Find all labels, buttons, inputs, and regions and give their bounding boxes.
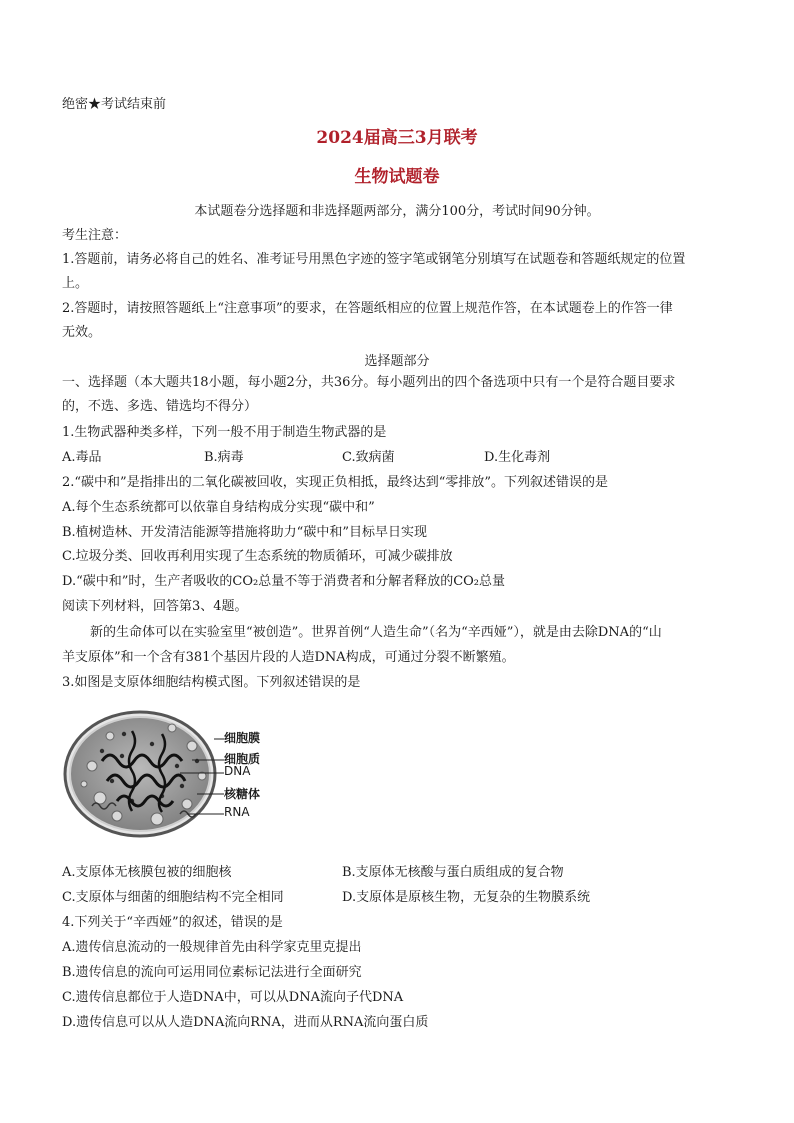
q1-stem: 1.生物武器种类多样，下列一般不用于制造生物武器的是 (62, 425, 387, 440)
notes-heading: 考生注意： (62, 228, 128, 243)
q4-option-b: B.遗传信息的流向可运用同位素标记法进行全面研究 (62, 965, 362, 980)
label-cell-membrane: 细胞膜 (224, 731, 261, 745)
label-cytoplasm: 细胞质 (224, 752, 261, 766)
q4-option-a: A.遗传信息流动的一般规律首先由科学家克里克提出 (62, 940, 362, 955)
label-ribosome: 核糖体 (224, 787, 261, 801)
exam-subtitle: 生物试题卷 (354, 167, 440, 187)
label-rna: RNA (224, 805, 250, 819)
q3-option-a: A.支原体无核膜包被的细胞核 (62, 865, 232, 880)
section-heading: 选择题部分 (364, 354, 430, 369)
section-instruction-b: 的，不选、多选、错选均不得分） (62, 399, 258, 414)
q1-option-d: D.生化毒剂 (484, 450, 551, 465)
q3-option-b: B.支原体无核酸与蛋白质组成的复合物 (342, 865, 564, 880)
q4-option-d: D.遗传信息可以从人造DNA流向RNA，进而从RNA流向蛋白质 (62, 1015, 429, 1030)
material-paragraph-b: 羊支原体”和一个含有381个基因片段的人造DNA构成，可通过分裂不断繁殖。 (62, 650, 515, 665)
note-1-line-a: 1.答题前，请务必将自己的姓名、准考证号用黑色字迹的签字笔或钢笔分别填写在试题卷和答题纸规定的位置 (62, 252, 686, 267)
q1-option-b: B.病毒 (204, 450, 244, 465)
section-instruction-a: 一、选择题（本大题共18小题，每小题2分，共36分。每小题列出的四个备选项中只有一个是符合题目要求 (62, 375, 676, 390)
exam-title: 2024届高三3月联考 (316, 128, 478, 148)
secret-label: 绝密★考试结束前 (62, 97, 167, 112)
q2-option-c: C.垃圾分类、回收再利用实现了生态系统的物质循环，可减少碳排放 (62, 549, 453, 564)
q2-option-d: D.“碳中和”时，生产者吸收的CO₂总量不等于消费者和分解者释放的CO₂总量 (62, 574, 506, 589)
material-paragraph-a: 新的生命体可以在实验室里“被创造”。世界首例“人造生命”（名为“辛西娅”），就是由去除DNA的“山 (90, 625, 662, 640)
note-1-line-b: 上。 (62, 276, 89, 291)
q4-stem: 4.下列关于“辛西娅”的叙述，错误的是 (62, 915, 283, 930)
q1-option-a: A.毒品 (62, 450, 102, 465)
note-2-line-b: 无效。 (62, 325, 102, 340)
material-lead: 阅读下列材料，回答第3、4题。 (62, 599, 248, 614)
q2-option-a: A.每个生态系统都可以依靠自身结构成分实现“碳中和” (62, 500, 375, 515)
mycoplasma-diagram (62, 706, 262, 841)
note-2-line-a: 2.答题时，请按照答题纸上“注意事项”的要求，在答题纸相应的位置上规范作答，在本试题卷上的作答一律 (62, 301, 673, 316)
exam-intro: 本试题卷分选择题和非选择题两部分，满分100分，考试时间90分钟。 (194, 204, 600, 219)
q3-option-c: C.支原体与细菌的细胞结构不完全相同 (62, 890, 284, 905)
q3-option-d: D.支原体是原核生物，无复杂的生物膜系统 (342, 890, 591, 905)
q2-stem: 2.“碳中和”是指排出的二氧化碳被回收，实现正负相抵，最终达到“零排放”。下列叙述错误的是 (62, 475, 608, 490)
q1-option-c: C.致病菌 (342, 450, 395, 465)
q3-stem: 3.如图是支原体细胞结构模式图。下列叙述错误的是 (62, 675, 361, 690)
label-dna: DNA (224, 764, 251, 778)
q2-option-b: B.植树造林、开发清洁能源等措施将助力“碳中和”目标早日实现 (62, 525, 427, 540)
q4-option-c: C.遗传信息都位于人造DNA中，可以从DNA流向子代DNA (62, 990, 404, 1005)
